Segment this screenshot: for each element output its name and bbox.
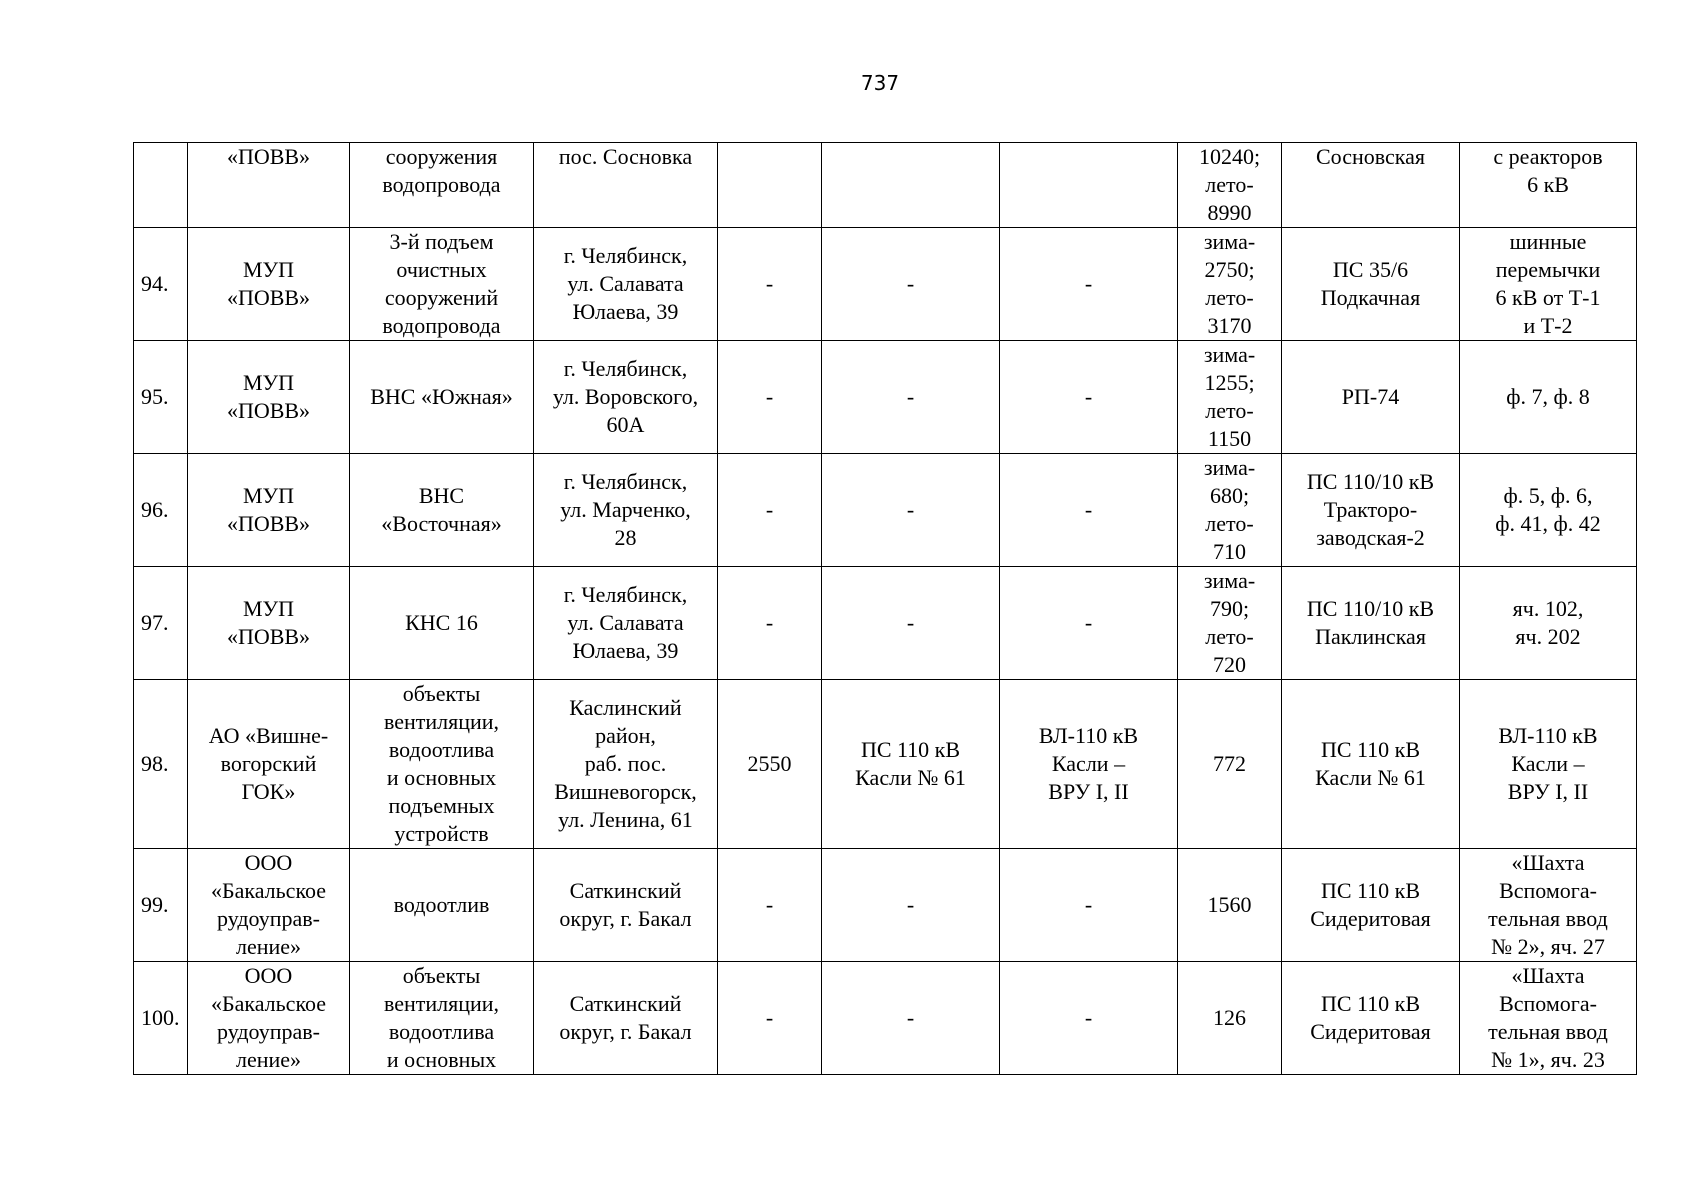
source-cell: - (822, 849, 1000, 962)
address-cell: Саткинский округ, г. Бакал (534, 849, 718, 962)
line-cell (1000, 143, 1178, 228)
feeder-cell: ф. 5, ф. 6, ф. 41, ф. 42 (1460, 454, 1637, 567)
power-cell: - (718, 567, 822, 680)
substation-cell: ПС 110 кВ Касли № 61 (1282, 680, 1460, 849)
table-row (134, 680, 1637, 849)
line-cell: - (1000, 454, 1178, 567)
address-cell: г. Челябинск, ул. Воровского, 60А (534, 341, 718, 454)
object-cell: КНС 16 (350, 567, 534, 680)
power-cell: - (718, 228, 822, 341)
feeder-cell: «Шахта Вспомога- тельная ввод № 2», яч. 27 (1460, 849, 1637, 962)
feeder-cell: с реакторов 6 кВ (1460, 143, 1637, 228)
address-cell: г. Челябинск, ул. Салавата Юлаева, 39 (534, 228, 718, 341)
address-cell: Саткинский округ, г. Бакал (534, 962, 718, 1075)
substation-cell: ПС 110/10 кВ Тракторо- заводская-2 (1282, 454, 1460, 567)
organization-cell: МУП «ПОВВ» (188, 567, 350, 680)
load-cell: 772 (1178, 680, 1282, 849)
line-cell: - (1000, 341, 1178, 454)
substation-cell: ПС 110 кВ Сидеритовая (1282, 849, 1460, 962)
address-cell: пос. Сосновка (534, 143, 718, 228)
feeder-cell: ф. 7, ф. 8 (1460, 341, 1637, 454)
row-number: 97. (134, 567, 188, 680)
source-cell: - (822, 962, 1000, 1075)
load-cell: зима- 1255; лето- 1150 (1178, 341, 1282, 454)
source-cell: ПС 110 кВ Касли № 61 (822, 680, 1000, 849)
table-row (134, 849, 1637, 962)
load-cell: 126 (1178, 962, 1282, 1075)
object-cell: 3-й подъем очистных сооружений водопровода (350, 228, 534, 341)
power-cell: - (718, 849, 822, 962)
feeder-cell: шинные перемычки 6 кВ от Т-1 и Т-2 (1460, 228, 1637, 341)
address-cell: Каслинский район, раб. пос. Вишневогорск, ул. Ленина, 61 (534, 680, 718, 849)
substation-cell: ПС 35/6 Подкачная (1282, 228, 1460, 341)
object-cell: сооружения водопровода (350, 143, 534, 228)
source-cell: - (822, 228, 1000, 341)
organization-cell: «ПОВВ» (188, 143, 350, 228)
row-number: 98. (134, 680, 188, 849)
source-cell: - (822, 567, 1000, 680)
document-table (133, 142, 1637, 1075)
line-cell: - (1000, 567, 1178, 680)
line-cell: - (1000, 849, 1178, 962)
load-cell: зима- 2750; лето- 3170 (1178, 228, 1282, 341)
line-cell: - (1000, 962, 1178, 1075)
load-cell: 1560 (1178, 849, 1282, 962)
source-cell (822, 143, 1000, 228)
organization-cell: МУП «ПОВВ» (188, 454, 350, 567)
feeder-cell: ВЛ-110 кВ Касли – ВРУ I, II (1460, 680, 1637, 849)
row-number: 95. (134, 341, 188, 454)
object-cell: ВНС «Восточная» (350, 454, 534, 567)
line-cell: ВЛ-110 кВ Касли – ВРУ I, II (1000, 680, 1178, 849)
row-number (134, 143, 188, 228)
line-cell: - (1000, 228, 1178, 341)
row-number: 96. (134, 454, 188, 567)
organization-cell: ООО «Бакальское рудоуправ- ление» (188, 849, 350, 962)
row-number: 100. (134, 962, 188, 1075)
load-cell: зима- 790; лето- 720 (1178, 567, 1282, 680)
substation-cell: Сосновская (1282, 143, 1460, 228)
address-cell: г. Челябинск, ул. Салавата Юлаева, 39 (534, 567, 718, 680)
load-cell: 10240; лето- 8990 (1178, 143, 1282, 228)
power-cell: - (718, 341, 822, 454)
organization-cell: МУП «ПОВВ» (188, 228, 350, 341)
page-number: 737 (860, 71, 900, 95)
organization-cell: АО «Вишне- вогорский ГОК» (188, 680, 350, 849)
power-cell (718, 143, 822, 228)
table-row (134, 567, 1637, 680)
table-row (134, 228, 1637, 341)
power-cell: - (718, 454, 822, 567)
organization-cell: МУП «ПОВВ» (188, 341, 350, 454)
address-cell: г. Челябинск, ул. Марченко, 28 (534, 454, 718, 567)
object-cell: ВНС «Южная» (350, 341, 534, 454)
source-cell: - (822, 454, 1000, 567)
table-row (134, 454, 1637, 567)
row-number: 99. (134, 849, 188, 962)
power-cell: - (718, 962, 822, 1075)
feeder-cell: яч. 102, яч. 202 (1460, 567, 1637, 680)
substation-cell: РП-74 (1282, 341, 1460, 454)
organization-cell: ООО «Бакальское рудоуправ- ление» (188, 962, 350, 1075)
row-number: 94. (134, 228, 188, 341)
object-cell: объекты вентиляции, водоотлива и основных подъемных устройств (350, 680, 534, 849)
substation-cell: ПС 110/10 кВ Паклинская (1282, 567, 1460, 680)
feeder-cell: «Шахта Вспомога- тельная ввод № 1», яч. 23 (1460, 962, 1637, 1075)
object-cell: объекты вентиляции, водоотлива и основных (350, 962, 534, 1075)
table-row (134, 143, 1637, 228)
power-cell: 2550 (718, 680, 822, 849)
table-row (134, 341, 1637, 454)
table-row (134, 962, 1637, 1075)
object-cell: водоотлив (350, 849, 534, 962)
source-cell: - (822, 341, 1000, 454)
substation-cell: ПС 110 кВ Сидеритовая (1282, 962, 1460, 1075)
load-cell: зима- 680; лето- 710 (1178, 454, 1282, 567)
